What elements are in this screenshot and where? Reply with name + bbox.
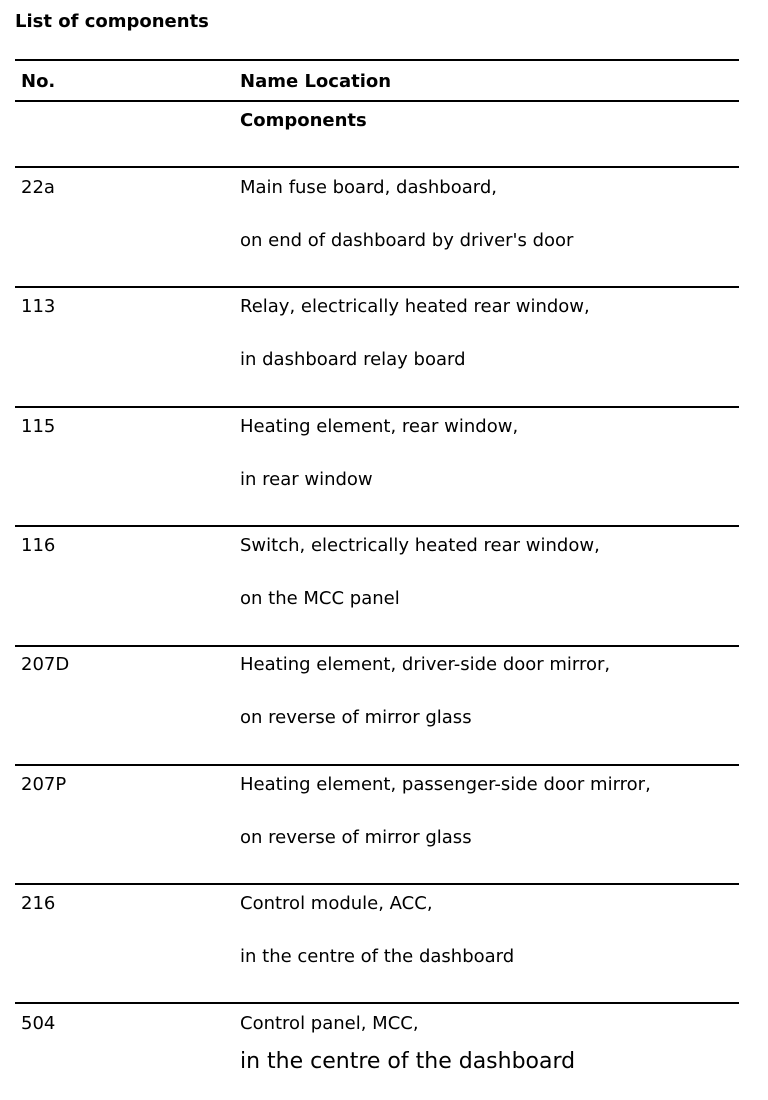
row-name: Relay, electrically heated rear window, — [240, 296, 590, 317]
row-number: 113 — [21, 296, 56, 317]
row-number: 216 — [21, 893, 56, 914]
row-name: Heating element, driver-side door mirror, — [240, 654, 611, 675]
row-location: on end of dashboard by driver's door — [240, 230, 574, 251]
row-name: Main fuse board, dashboard, — [240, 177, 497, 198]
header-name-location: Name Location — [240, 71, 392, 92]
row-number: 504 — [21, 1013, 56, 1034]
table-top-rule — [15, 59, 739, 61]
row-location: in dashboard relay board — [240, 349, 466, 370]
row-number: 115 — [21, 416, 56, 437]
row-name: Heating element, passenger-side door mirror, — [240, 774, 651, 795]
row-location: on reverse of mirror glass — [240, 707, 472, 728]
row-name: Control panel, MCC, — [240, 1013, 419, 1034]
row-divider — [15, 764, 739, 766]
row-number: 207D — [21, 654, 70, 675]
row-name: Control module, ACC, — [240, 893, 433, 914]
row-location: in the centre of the dashboard — [240, 1049, 576, 1074]
row-number: 22a — [21, 177, 55, 198]
row-location: on the MCC panel — [240, 588, 400, 609]
row-number: 116 — [21, 535, 56, 556]
row-divider — [15, 883, 739, 885]
header-bottom-rule — [15, 166, 739, 168]
row-divider — [15, 525, 739, 527]
row-divider — [15, 406, 739, 408]
row-location: on reverse of mirror glass — [240, 827, 472, 848]
row-location: in the centre of the dashboard — [240, 946, 515, 967]
row-name: Switch, electrically heated rear window, — [240, 535, 600, 556]
header-rule — [15, 100, 739, 102]
row-divider — [15, 1002, 739, 1004]
row-divider — [15, 286, 739, 288]
row-number: 207P — [21, 774, 67, 795]
row-divider — [15, 645, 739, 647]
row-name: Heating element, rear window, — [240, 416, 519, 437]
header-components: Components — [240, 110, 367, 131]
document-title: List of components — [15, 11, 209, 32]
row-location: in rear window — [240, 469, 373, 490]
header-no: No. — [21, 71, 56, 92]
